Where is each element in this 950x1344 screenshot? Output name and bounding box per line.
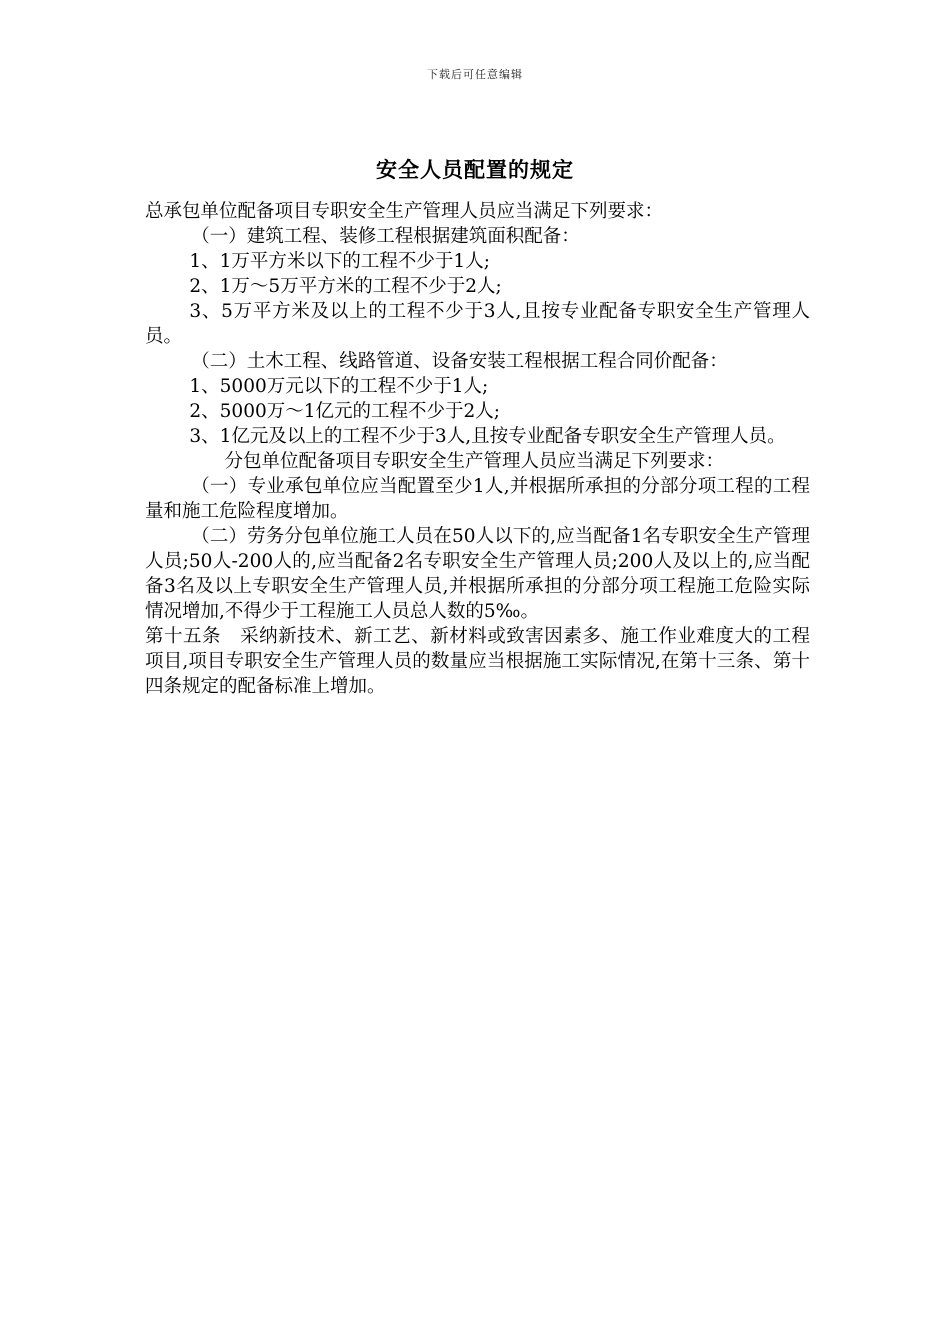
document-body <box>145 199 810 699</box>
paragraph-general-contractor-intro: 总承包单位配备项目专职安全生产管理人员应当满足下列要求： <box>145 201 664 222</box>
list-item-building-3: 3、5万平方米及以上的工程不少于3人,且按专业配备专职安全生产管理人员。 <box>145 301 810 347</box>
paragraph-civil-works-heading: （二）土木工程、线路管道、设备安装工程根据工程合同价配备： <box>191 351 728 372</box>
paragraph-subcontractor-intro: 分包单位配备项目专职安全生产管理人员应当满足下列要求： <box>224 451 725 472</box>
list-item-civil-2: 2、5000万～1亿元的工程不少于2人; <box>189 401 501 422</box>
list-item-civil-1: 1、5000万元以下的工程不少于1人; <box>189 376 489 397</box>
page-header-note: 下载后可任意编辑 <box>427 68 523 81</box>
list-item-building-2: 2、1万～5万平方米的工程不少于2人; <box>189 276 502 297</box>
document-title: 安全人员配置的规定 <box>376 157 574 182</box>
paragraph-specialty-subcontractor: （一）专业承包单位应当配置至少1人,并根据所承担的分部分项工程的工程量和施工危险程度增加。 <box>145 476 810 522</box>
list-item-building-1: 1、1万平方米以下的工程不少于1人; <box>189 251 490 272</box>
paragraph-article-15: 第十五条 采纳新技术、新工艺、新材料或致害因素多、施工作业难度大的工程项目,项目专职安全生产管理人员的数量应当根据施工实际情况,在第十三条、第十四条规定的配备标准上增加。 <box>145 626 810 697</box>
paragraph-building-works-heading: （一）建筑工程、装修工程根据建筑面积配备： <box>191 226 580 247</box>
paragraph-labor-subcontractor: （二）劳务分包单位施工人员在50人以下的,应当配备1名专职安全生产管理人员;50人-200人的,应当配备2名专职安全生产管理人员;200人及以上的,应当配备3名及以上专职安全生产管理人员,并根据所承担的分部分项工程施工危险实际情况增加,不得少于工程施工人员总人数的5‰。 <box>145 526 810 622</box>
list-item-civil-3: 3、1亿元及以上的工程不少于3人,且按专业配备专职安全生产管理人员。 <box>189 426 786 447</box>
